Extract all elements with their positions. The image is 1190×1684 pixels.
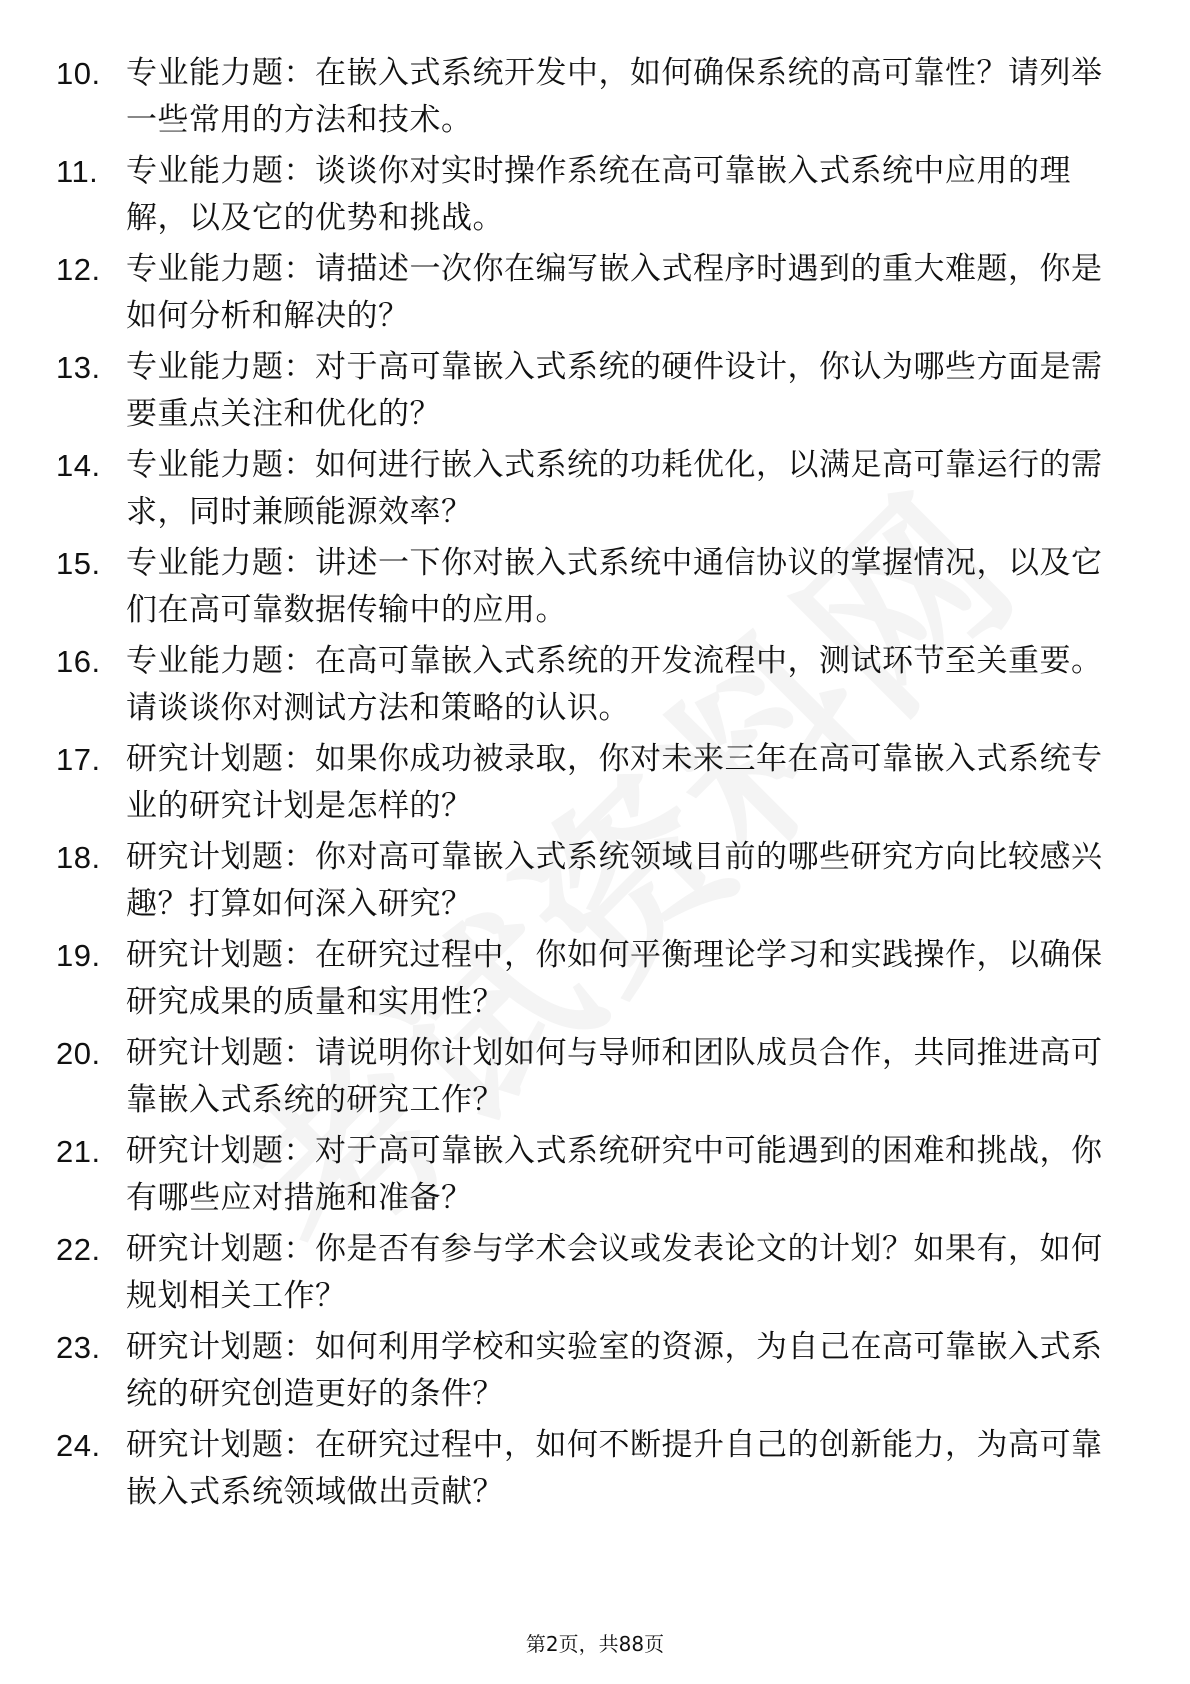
question-text: 研究计划题：如何利用学校和实验室的资源，为自己在高可靠嵌入式系统的研究创造更好的条件？ [126,1329,1103,1412]
question-number: 19. [56,938,101,973]
question-list [56,50,1116,1520]
list-item [56,540,1116,634]
list-item [56,344,1116,438]
question-text: 专业能力题：对于高可靠嵌入式系统的硬件设计，你认为哪些方面是需要重点关注和优化的？ [126,349,1103,432]
question-number: 18. [56,840,101,875]
question-number: 17. [56,742,101,777]
question-text: 研究计划题：你是否有参与学术会议或发表论文的计划？如果有，如何规划相关工作？ [126,1231,1103,1314]
question-number: 12. [56,252,101,287]
question-number: 16. [56,644,101,679]
question-number: 23. [56,1330,101,1365]
list-item [56,638,1116,732]
question-text: 专业能力题：请描述一次你在编写嵌入式程序时遇到的重大难题，你是如何分析和解决的？ [126,251,1103,334]
list-item [56,1422,1116,1516]
question-text: 专业能力题：讲述一下你对嵌入式系统中通信协议的掌握情况，以及它们在高可靠数据传输中的应用。 [126,545,1103,628]
question-text: 专业能力题：谈谈你对实时操作系统在高可靠嵌入式系统中应用的理解，以及它的优势和挑战。 [126,153,1071,236]
question-text: 研究计划题：请说明你计划如何与导师和团队成员合作，共同推进高可靠嵌入式系统的研究工作？ [126,1035,1103,1118]
page-number: 第2页，共88页 [525,1632,665,1656]
list-item [56,246,1116,340]
question-text: 研究计划题：在研究过程中，你如何平衡理论学习和实践操作，以确保研究成果的质量和实用性？ [126,937,1103,1020]
question-number: 22. [56,1232,101,1267]
list-item [56,1128,1116,1222]
list-item [56,834,1116,928]
list-item [56,50,1116,144]
question-number: 14. [56,448,101,483]
question-text: 研究计划题：你对高可靠嵌入式系统领域目前的哪些研究方向比较感兴趣？打算如何深入研究？ [126,839,1103,922]
question-number: 21. [56,1134,101,1169]
question-text: 专业能力题：如何进行嵌入式系统的功耗优化，以满足高可靠运行的需求，同时兼顾能源效率？ [126,447,1103,530]
list-item [56,1226,1116,1320]
list-item [56,736,1116,830]
question-number: 11. [56,154,99,189]
question-text: 研究计划题：对于高可靠嵌入式系统研究中可能遇到的困难和挑战，你有哪些应对措施和准备？ [126,1133,1103,1216]
question-number: 13. [56,350,101,385]
list-item [56,442,1116,536]
question-number: 15. [56,546,101,581]
question-text: 专业能力题：在高可靠嵌入式系统的开发流程中，测试环节至关重要。请谈谈你对测试方法和策略的认识。 [126,643,1103,726]
question-number: 24. [56,1428,101,1463]
question-text: 专业能力题：在嵌入式系统开发中，如何确保系统的高可靠性？请列举一些常用的方法和技术。 [126,55,1103,138]
list-item [56,148,1116,242]
question-text: 研究计划题：如果你成功被录取，你对未来三年在高可靠嵌入式系统专业的研究计划是怎样的？ [126,741,1103,824]
list-item [56,1030,1116,1124]
list-item [56,932,1116,1026]
list-item [56,1324,1116,1418]
question-number: 20. [56,1036,101,1071]
question-number: 10. [56,56,101,91]
question-text: 研究计划题：在研究过程中，如何不断提升自己的创新能力，为高可靠嵌入式系统领域做出贡献？ [126,1427,1103,1510]
